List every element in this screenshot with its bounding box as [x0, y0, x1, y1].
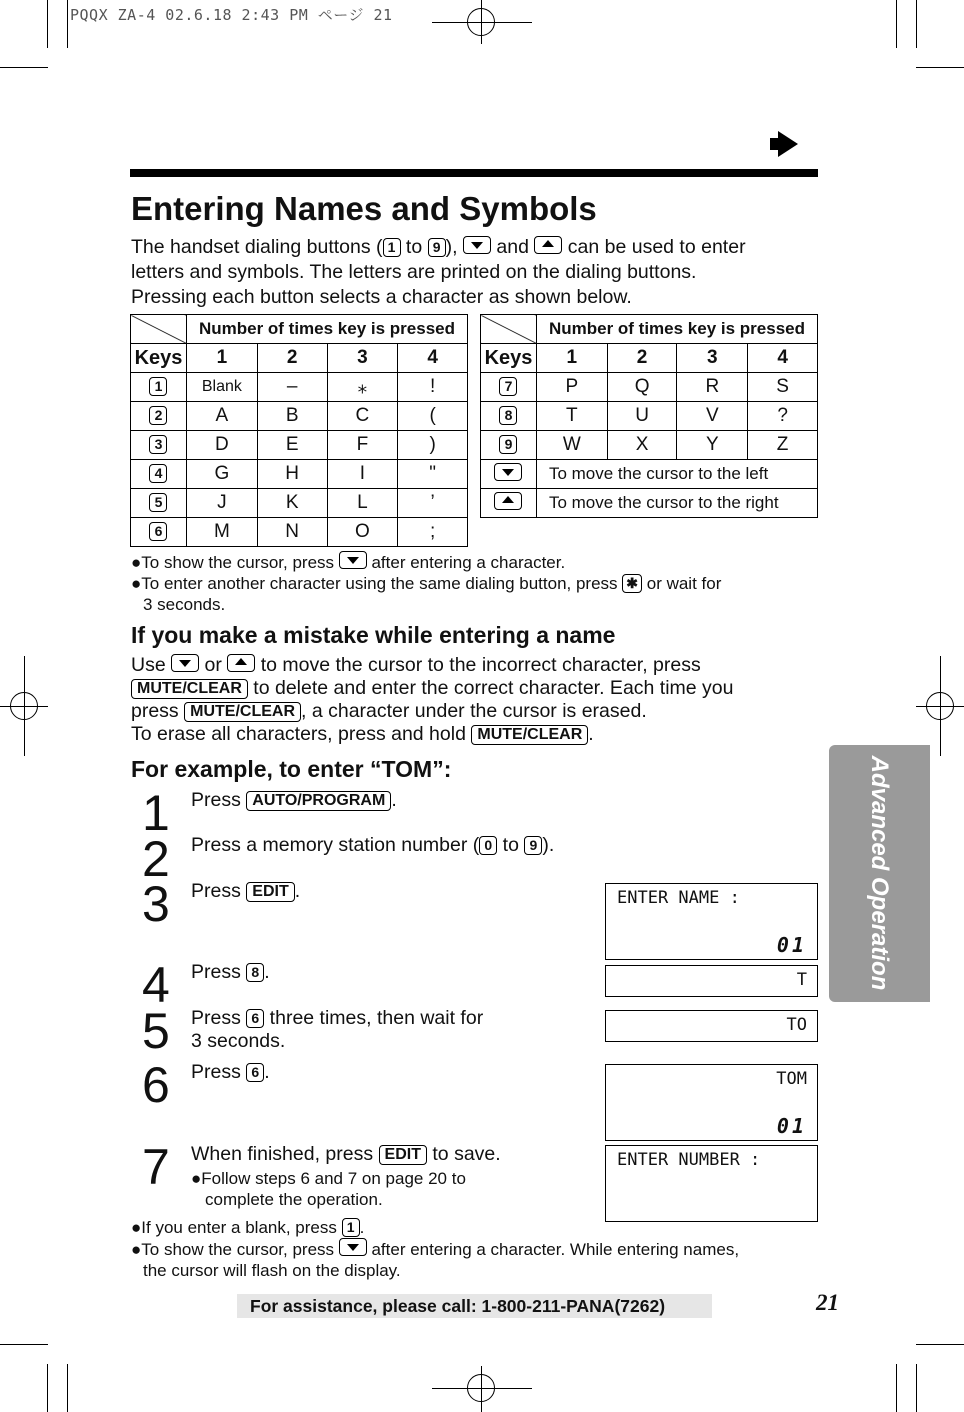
page-title: Entering Names and Symbols — [131, 190, 597, 227]
edit-key-icon: EDIT — [379, 1145, 427, 1165]
table-cell: U — [607, 402, 677, 431]
table-cell: ? — [748, 402, 818, 431]
table-corner — [131, 315, 187, 344]
text: after entering a character. — [366, 553, 566, 572]
key-1-icon: 1 — [383, 238, 401, 257]
text: to save. — [426, 1143, 501, 1165]
crop-mark — [896, 1364, 897, 1412]
table-cell: T — [536, 402, 607, 431]
step-number: 3 — [142, 876, 170, 932]
text: Use — [131, 654, 172, 676]
table-cell: N — [257, 518, 327, 547]
continue-arrow-icon — [778, 131, 798, 157]
table-cell: V — [677, 402, 748, 431]
crop-mark — [0, 67, 48, 68]
table-row — [481, 460, 818, 489]
note-continuation: the cursor will flash on the display. — [143, 1261, 401, 1280]
keys-label: Keys — [131, 344, 187, 373]
text: or wait for — [642, 574, 722, 593]
table-cell: E — [257, 431, 327, 460]
crop-mark — [916, 1364, 917, 1412]
crop-mark — [67, 1364, 68, 1412]
table-cell: P — [536, 373, 607, 402]
table-header: Number of times key is pressed — [186, 315, 467, 344]
text: To erase all characters, press and hold — [131, 723, 472, 745]
display-station-number: 01 — [776, 933, 807, 957]
table-cell: D — [186, 431, 257, 460]
table-row — [131, 402, 468, 431]
key-6-icon: 6 — [246, 1063, 264, 1082]
star-key-icon: ✱ — [622, 574, 642, 593]
step-5-text — [191, 1007, 483, 1053]
table-cell: ! — [398, 373, 468, 402]
up-arrow-key-icon — [227, 654, 255, 672]
display-t — [605, 965, 818, 997]
move-right-label: To move the cursor to the right — [536, 489, 817, 518]
table-cell: A — [186, 402, 257, 431]
bottom-notes — [131, 1217, 831, 1281]
intro-paragraph — [131, 235, 821, 310]
table-cell: Z — [748, 431, 818, 460]
table-notes — [131, 551, 821, 615]
table-row — [131, 518, 468, 547]
step-note: complete the operation. — [205, 1190, 383, 1209]
table-row — [481, 402, 818, 431]
text: Press — [191, 880, 247, 902]
mistake-paragraph — [131, 654, 821, 746]
table-cell: S — [748, 373, 818, 402]
table-cell: L — [327, 489, 398, 518]
table-cell: H — [257, 460, 327, 489]
step-2-text — [191, 834, 554, 857]
press-count: 1 — [186, 344, 257, 373]
step-3-text — [191, 880, 300, 903]
table-cell: ’ — [398, 489, 468, 518]
crop-mark — [0, 1344, 48, 1345]
text: and — [490, 236, 535, 258]
display-enter-number — [605, 1145, 818, 1222]
key-icon: 2 — [149, 406, 167, 425]
footer-assistance: For assistance, please call: 1-800-211-PANA(7262) — [250, 1296, 666, 1316]
section-side-tab-label: Advanced Operation — [866, 755, 893, 991]
text: 3 seconds. — [191, 1030, 286, 1052]
step-4-text — [191, 961, 270, 984]
step-number: 7 — [142, 1139, 170, 1195]
display-text: TOM — [776, 1069, 807, 1089]
step-1-text — [191, 789, 397, 812]
text: three times, then wait for — [264, 1007, 484, 1029]
key-1-icon: 1 — [342, 1218, 360, 1237]
text: can be used to enter — [562, 236, 746, 258]
table-row — [481, 431, 818, 460]
table-cell: Blank — [186, 373, 257, 402]
text: after entering a character. While entering names, — [366, 1240, 740, 1259]
table-row — [131, 373, 468, 402]
display-to — [605, 1010, 818, 1042]
key-icon: 9 — [499, 435, 517, 454]
down-arrow-key-icon — [463, 236, 491, 254]
down-arrow-key-icon — [339, 1238, 367, 1256]
display-text: ENTER NUMBER : — [617, 1150, 761, 1170]
display-tom — [605, 1064, 818, 1141]
step-note: ●Follow steps 6 and 7 on page 20 to — [191, 1169, 466, 1188]
print-header: PQQX ZA-4 02.6.18 2:43 PM ページ 21 — [70, 6, 393, 24]
keys-label: Keys — [481, 344, 537, 373]
text: or — [199, 654, 228, 676]
display-text: ENTER NAME : — [617, 888, 740, 908]
text: press — [131, 700, 185, 722]
text: . — [294, 880, 301, 902]
character-table-left — [130, 314, 468, 547]
intro-line-2: letters and symbols. The letters are printed on the dialing buttons. — [131, 261, 697, 283]
example-heading: For example, to enter “TOM”: — [131, 756, 452, 782]
table-cell: C — [327, 402, 398, 431]
table-row — [131, 460, 468, 489]
key-9-icon: 9 — [524, 836, 542, 855]
key-icon: 8 — [499, 406, 517, 425]
character-table-right — [480, 314, 818, 518]
press-count: 3 — [677, 344, 748, 373]
table-cell: O — [327, 518, 398, 547]
key-0-icon: 0 — [479, 836, 497, 855]
text: Press — [191, 789, 247, 811]
text: ●To show the cursor, press — [131, 553, 339, 572]
text: Press — [191, 961, 247, 983]
step-number: 1 — [142, 785, 170, 841]
crop-mark — [916, 1344, 964, 1345]
text: ●To enter another character using the same dialing button, press — [131, 574, 623, 593]
mistake-heading: If you make a mistake while entering a name — [131, 622, 616, 648]
registration-mark — [467, 8, 495, 36]
text: Press — [191, 1061, 247, 1083]
table-cell: F — [327, 431, 398, 460]
text: to — [400, 236, 428, 258]
display-text: TO — [786, 1015, 807, 1035]
down-arrow-key-icon — [494, 463, 522, 481]
intro-line-3: Pressing each button selects a character as shown below. — [131, 286, 632, 308]
up-arrow-key-icon — [534, 236, 562, 254]
edit-key-icon: EDIT — [246, 882, 294, 902]
text: Press a memory station number ( — [191, 834, 480, 856]
table-cell: M — [186, 518, 257, 547]
table-cell: J — [186, 489, 257, 518]
text: . — [359, 1218, 365, 1237]
key-6-icon: 6 — [246, 1009, 264, 1028]
key-icon: 3 — [149, 435, 167, 454]
mute-clear-key-icon: MUTE/CLEAR — [471, 725, 588, 745]
table-cell: W — [536, 431, 607, 460]
table-cell: ⁎ — [327, 373, 398, 402]
text: Press — [191, 1007, 247, 1029]
down-arrow-key-icon — [339, 551, 367, 569]
step-7-text — [191, 1143, 501, 1210]
table-cell: Q — [607, 373, 677, 402]
text: to — [497, 834, 525, 856]
press-count: 1 — [536, 344, 607, 373]
table-cell: I — [327, 460, 398, 489]
page-number: 21 — [816, 1290, 839, 1315]
crop-mark — [47, 1364, 48, 1412]
table-cell: R — [677, 373, 748, 402]
table-row — [131, 489, 468, 518]
table-cell: Y — [677, 431, 748, 460]
table-row — [131, 431, 468, 460]
table-cell: " — [398, 460, 468, 489]
table-cell: ) — [398, 431, 468, 460]
text: ●To show the cursor, press — [131, 1240, 339, 1259]
key-9-icon: 9 — [428, 238, 446, 257]
registration-mark — [926, 692, 954, 720]
move-left-label: To move the cursor to the left — [536, 460, 817, 489]
key-icon: 1 — [149, 377, 167, 396]
key-8-icon: 8 — [246, 963, 264, 982]
note-continuation: 3 seconds. — [143, 595, 226, 614]
table-cell: X — [607, 431, 677, 460]
text: , a character under the cursor is erased. — [301, 700, 647, 722]
press-count: 2 — [607, 344, 677, 373]
text: ). — [542, 834, 555, 856]
registration-mark — [467, 1374, 495, 1402]
step-number: 2 — [142, 831, 170, 887]
display-text: T — [796, 970, 807, 990]
table-header: Number of times key is pressed — [536, 315, 817, 344]
text: ), — [445, 236, 463, 258]
step-number: 5 — [142, 1003, 170, 1059]
crop-mark — [916, 67, 964, 68]
table-cell: G — [186, 460, 257, 489]
crop-mark — [916, 0, 917, 48]
text: . — [391, 789, 397, 811]
table-cell: K — [257, 489, 327, 518]
table-cell: ; — [398, 518, 468, 547]
down-arrow-key-icon — [171, 654, 199, 672]
press-count: 4 — [748, 344, 818, 373]
text: . — [264, 1061, 270, 1083]
step-6-text — [191, 1061, 270, 1084]
text: . — [264, 961, 270, 983]
key-icon: 6 — [149, 522, 167, 541]
press-count: 3 — [327, 344, 398, 373]
text: When finished, press — [191, 1143, 379, 1165]
crop-mark — [896, 0, 897, 48]
top-rule — [130, 169, 818, 177]
press-count: 2 — [257, 344, 327, 373]
auto-program-key-icon: AUTO/PROGRAM — [246, 791, 391, 811]
table-cell: B — [257, 402, 327, 431]
text: ●If you enter a blank, press — [131, 1218, 342, 1237]
press-count: 4 — [398, 344, 468, 373]
table-row — [481, 489, 818, 518]
table-cell: ( — [398, 402, 468, 431]
registration-mark — [10, 692, 38, 720]
step-number: 6 — [142, 1057, 170, 1113]
display-station-number: 01 — [776, 1114, 807, 1138]
text: to move the cursor to the incorrect character, press — [255, 654, 701, 676]
text: The handset dialing buttons ( — [131, 236, 383, 258]
table-cell: – — [257, 373, 327, 402]
table-row — [481, 373, 818, 402]
crop-mark — [47, 0, 48, 48]
text: . — [588, 723, 594, 745]
up-arrow-key-icon — [494, 492, 522, 510]
table-corner — [481, 315, 537, 344]
key-icon: 7 — [499, 377, 517, 396]
mute-clear-key-icon: MUTE/CLEAR — [184, 702, 301, 722]
display-enter-name — [605, 883, 818, 960]
crop-mark — [67, 0, 68, 48]
mute-clear-key-icon: MUTE/CLEAR — [131, 679, 248, 699]
text: to delete and enter the correct character. Each time you — [247, 677, 734, 699]
key-icon: 5 — [149, 493, 167, 512]
key-icon: 4 — [149, 464, 167, 483]
step-number: 4 — [142, 957, 170, 1013]
